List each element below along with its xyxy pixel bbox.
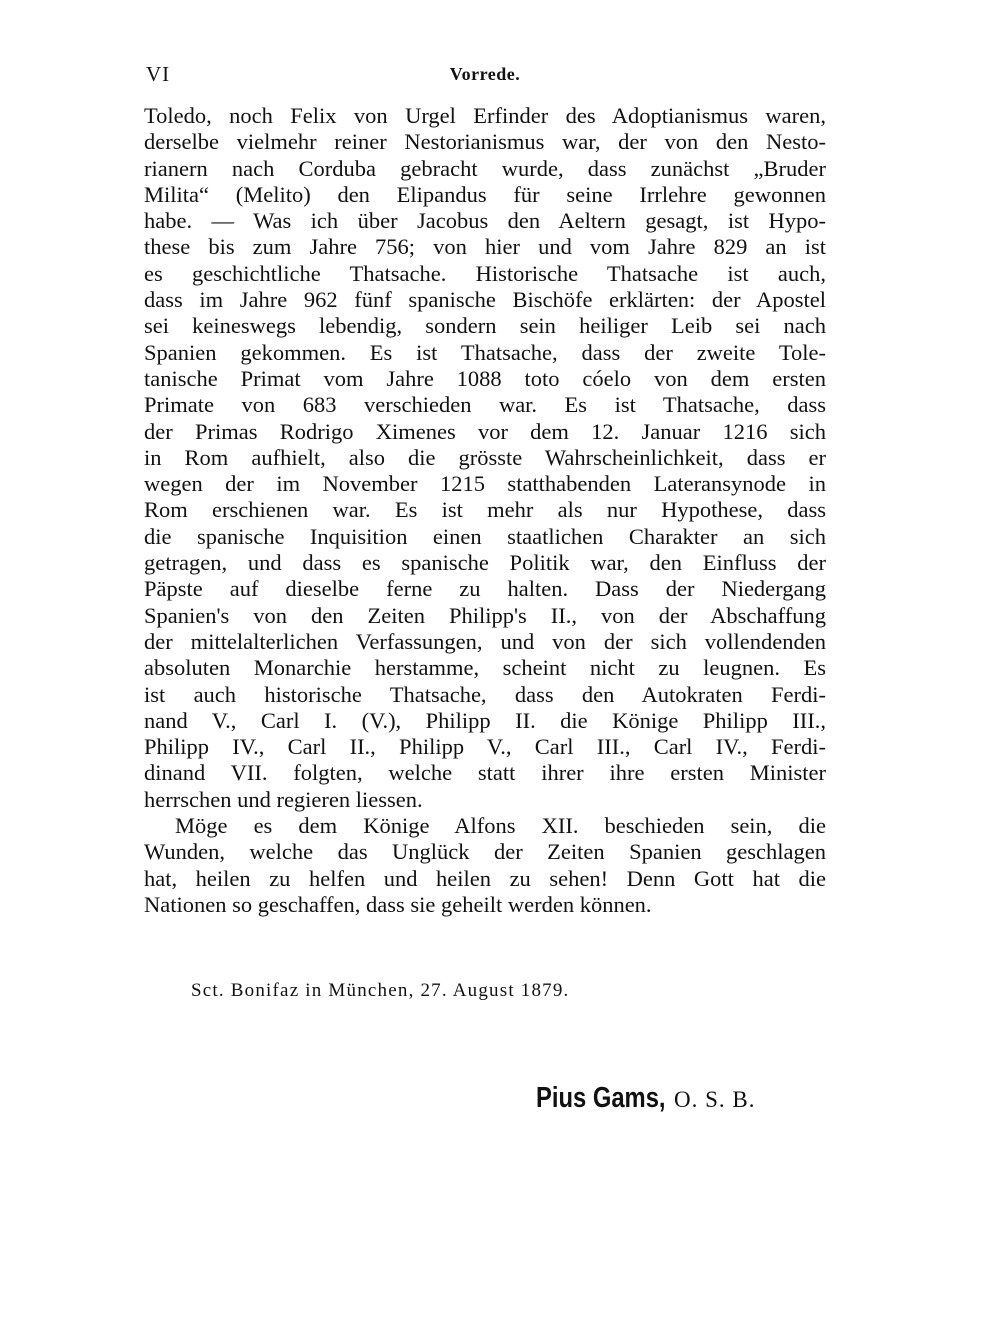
text-line: tanische Primat vom Jahre 1088 toto cóelo von dem ersten <box>144 365 826 391</box>
text-line: herrschen und regieren liessen. <box>144 786 423 812</box>
text-line: derselbe vielmehr reiner Nestorianismus war, der von den Nesto- <box>144 129 826 155</box>
text-line: dinand VII. folgten, welche statt ihrer ihre ersten Minister <box>144 760 826 786</box>
text-line: these bis zum Jahre 756; von hier und vom Jahre 829 an ist <box>144 234 826 260</box>
text-line: Wunden, welche das Unglück der Zeiten Spanien geschlagen <box>144 839 826 865</box>
text-line: die spanische Inquisition einen staatlichen Charakter an sich <box>144 523 826 549</box>
text-line: sei keineswegs lebendig, sondern sein heiliger Leib sei nach <box>144 313 826 339</box>
signature <box>536 1082 755 1115</box>
text-line: hat, heilen zu helfen und heilen zu sehen! Denn Gott hat die <box>144 865 826 891</box>
text-line: nand V., Carl I. (V.), Philipp II. die Könige Philipp III., <box>144 707 826 733</box>
text-line: wegen der im November 1215 statthabenden Lateransynode in <box>144 471 826 497</box>
paragraph-1 <box>144 103 826 813</box>
text-line: Möge es dem Könige Alfons XII. beschieden sein, die <box>175 813 826 839</box>
text-line: Toledo, noch Felix von Urgel Erfinder des Adoptianismus waren, <box>144 103 826 128</box>
text-line: es geschichtliche Thatsache. Historische Thatsache ist auch, <box>144 260 826 286</box>
text-line: in Rom aufhielt, also die grösste Wahrscheinlichkeit, dass er <box>144 444 826 470</box>
text-line: Spanien's von den Zeiten Philipp's II., von der Abschaffung <box>144 602 826 628</box>
paragraph-2 <box>144 813 826 918</box>
text-line: habe. — Was ich über Jacobus den Aeltern gesagt, ist Hypo- <box>144 208 826 234</box>
text-line: der Primas Rodrigo Ximenes vor dem 12. Januar 1216 sich <box>144 418 826 444</box>
text-line: absoluten Monarchie herstamme, scheint nicht zu leugnen. Es <box>144 655 826 681</box>
text-line: Nationen so geschaffen, dass sie geheilt werden können. <box>144 891 652 917</box>
body-text <box>144 103 826 918</box>
text-line: Milita“ (Melito) den Elipandus für seine Irrlehre gewonnen <box>144 181 826 207</box>
running-title: Vorrede. <box>449 64 521 84</box>
text-line: Spanien gekommen. Es ist Thatsache, dass der zweite Tole- <box>144 339 826 365</box>
signature-name: Pius Gams, <box>536 1082 666 1114</box>
text-line: Rom erschienen war. Es ist mehr als nur Hypothese, dass <box>144 497 826 523</box>
text-line: der mittelalterlichen Verfassungen, und von der sich vollendenden <box>144 628 826 654</box>
text-line: Päpste auf dieselbe ferne zu halten. Dass der Niedergang <box>144 576 826 602</box>
text-line: ist auch historische Thatsache, dass den Autokraten Ferdi- <box>144 681 826 707</box>
signature-order: O. S. B. <box>673 1087 756 1112</box>
dateline: Sct. Bonifaz in München, 27. August 1879. <box>191 980 570 1001</box>
text-line: rianern nach Corduba gebracht wurde, dass zunächst „Bruder <box>144 155 826 181</box>
text-line: Primate von 683 verschieden war. Es ist Thatsache, dass <box>144 392 826 418</box>
text-line: dass im Jahre 962 fünf spanische Bischöfe erklärten: der Apostel <box>144 287 826 313</box>
running-head <box>144 62 826 92</box>
text-line: getragen, und dass es spanische Politik war, den Einfluss der <box>144 550 826 576</box>
page-number: VI <box>146 62 171 86</box>
text-line: Philipp IV., Carl II., Philipp V., Carl III., Carl IV., Ferdi- <box>144 734 826 760</box>
